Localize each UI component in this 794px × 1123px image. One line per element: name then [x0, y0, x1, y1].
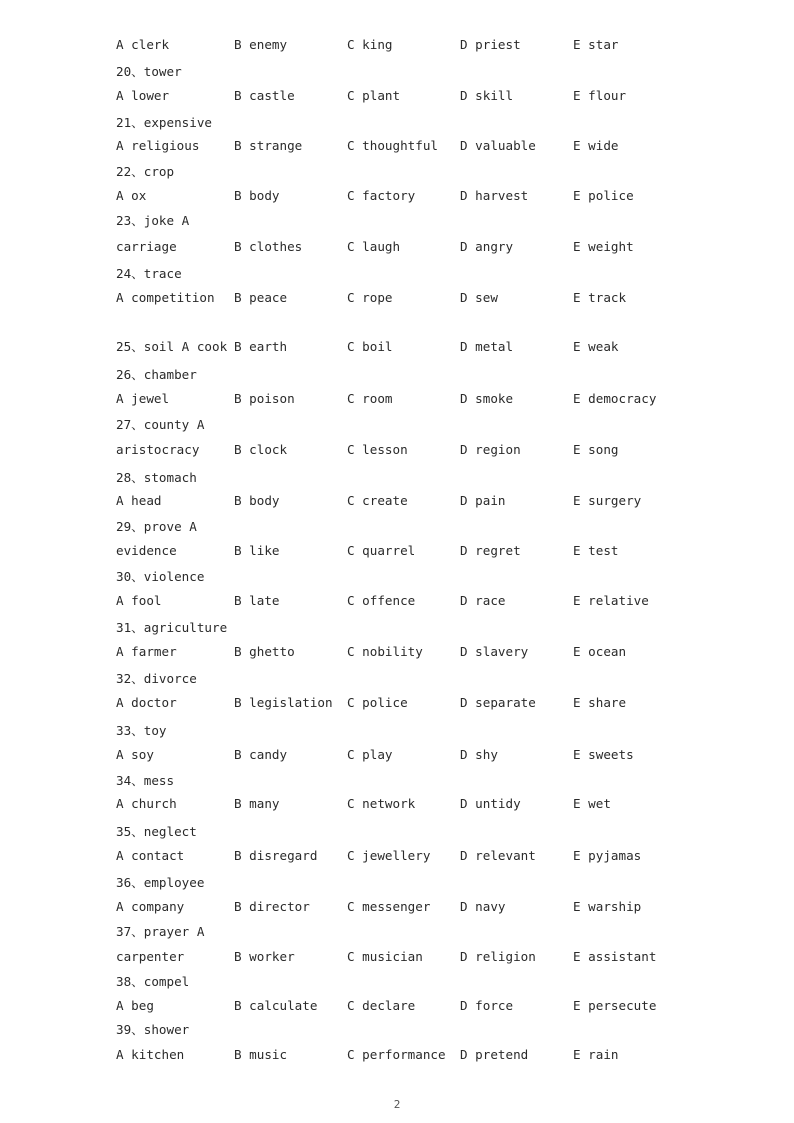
question-word: 23、joke A [116, 213, 190, 228]
answer-option: D race [460, 593, 506, 608]
answer-option: evidence [116, 543, 177, 558]
answer-option: A farmer [116, 644, 177, 659]
answer-option: B worker [234, 949, 295, 964]
answer-option: A soy [116, 747, 154, 762]
answer-option: A head [116, 493, 162, 508]
answer-option: D region [460, 442, 521, 457]
answer-option: B castle [234, 88, 295, 103]
answer-option: B music [234, 1047, 288, 1062]
answer-option: A clerk [116, 37, 170, 52]
answer-option: D valuable [460, 138, 536, 153]
answer-option: C musician [347, 949, 423, 964]
question-word: 24、trace [116, 266, 182, 281]
answer-option: E pyjamas [573, 848, 642, 863]
answer-option: D angry [460, 239, 514, 254]
answer-option: E surgery [573, 493, 642, 508]
answer-option: B director [234, 899, 310, 914]
answer-option: C offence [347, 593, 416, 608]
question-word: 27、county A [116, 417, 205, 432]
answer-option: E assistant [573, 949, 657, 964]
question-word: 29、prove A [116, 519, 197, 534]
question-word: 36、employee [116, 875, 205, 890]
answer-option: E song [573, 442, 619, 457]
answer-option: C lesson [347, 442, 408, 457]
answer-option: D priest [460, 37, 521, 52]
answer-option: A competition [116, 290, 215, 305]
answer-option: E flour [573, 88, 627, 103]
answer-option: C network [347, 796, 416, 811]
answer-option: D harvest [460, 188, 529, 203]
answer-option: A beg [116, 998, 154, 1013]
answer-option: C laugh [347, 239, 401, 254]
answer-option: E warship [573, 899, 642, 914]
answer-option: B legislation [234, 695, 333, 710]
answer-option: B clothes [234, 239, 303, 254]
answer-option: D relevant [460, 848, 536, 863]
answer-option: D force [460, 998, 514, 1013]
answer-option: C boil [347, 339, 393, 354]
answer-option: B many [234, 796, 280, 811]
answer-option: D metal [460, 339, 514, 354]
answer-option: E police [573, 188, 634, 203]
answer-option: D navy [460, 899, 506, 914]
answer-option: B like [234, 543, 280, 558]
answer-option: B enemy [234, 37, 288, 52]
answer-option: B poison [234, 391, 295, 406]
answer-option: C performance [347, 1047, 446, 1062]
answer-option: B body [234, 493, 280, 508]
answer-option: E rain [573, 1047, 619, 1062]
answer-option: E star [573, 37, 619, 52]
answer-option: C declare [347, 998, 416, 1013]
answer-option: D pretend [460, 1047, 529, 1062]
answer-option: C nobility [347, 644, 423, 659]
answer-option: E sweets [573, 747, 634, 762]
answer-option: C police [347, 695, 408, 710]
answer-option: A company [116, 899, 185, 914]
answer-option: E test [573, 543, 619, 558]
answer-option: A church [116, 796, 177, 811]
answer-option: B body [234, 188, 280, 203]
answer-option: B clock [234, 442, 288, 457]
question-word: 21、expensive [116, 115, 212, 130]
answer-option: E persecute [573, 998, 657, 1013]
answer-option: D slavery [460, 644, 529, 659]
question-word: 33、toy [116, 723, 167, 738]
answer-option: B calculate [234, 998, 318, 1013]
question-word: 22、crop [116, 164, 175, 179]
answer-option: B strange [234, 138, 303, 153]
answer-option: D skill [460, 88, 514, 103]
answer-option: A doctor [116, 695, 177, 710]
answer-option: 25、soil A cook [116, 339, 228, 354]
question-word: 30、violence [116, 569, 205, 584]
question-word: 38、compel [116, 974, 190, 989]
question-word: 32、divorce [116, 671, 197, 686]
answer-option: D untidy [460, 796, 521, 811]
answer-option: C rope [347, 290, 393, 305]
answer-option: D religion [460, 949, 536, 964]
answer-option: D pain [460, 493, 506, 508]
answer-option: A lower [116, 88, 170, 103]
answer-option: B peace [234, 290, 288, 305]
answer-option: B disregard [234, 848, 318, 863]
answer-option: C king [347, 37, 393, 52]
answer-option: E democracy [573, 391, 657, 406]
answer-option: D smoke [460, 391, 514, 406]
answer-option: E relative [573, 593, 649, 608]
answer-option: C messenger [347, 899, 431, 914]
question-word: 20、tower [116, 64, 182, 79]
answer-option: D separate [460, 695, 536, 710]
question-word: 39、shower [116, 1022, 190, 1037]
answer-option: D sew [460, 290, 498, 305]
answer-option: C quarrel [347, 543, 416, 558]
answer-option: D regret [460, 543, 521, 558]
answer-option: B earth [234, 339, 288, 354]
answer-option: E wet [573, 796, 611, 811]
answer-option: C plant [347, 88, 401, 103]
question-word: 35、neglect [116, 824, 197, 839]
answer-option: C play [347, 747, 393, 762]
question-word: 26、chamber [116, 367, 197, 382]
answer-option: A contact [116, 848, 185, 863]
answer-option: A jewel [116, 391, 170, 406]
answer-option: A kitchen [116, 1047, 185, 1062]
question-word: 28、stomach [116, 470, 197, 485]
answer-option: carpenter [116, 949, 185, 964]
answer-option: B candy [234, 747, 288, 762]
answer-option: B late [234, 593, 280, 608]
answer-option: A ox [116, 188, 147, 203]
question-word: 34、mess [116, 773, 175, 788]
answer-option: B ghetto [234, 644, 295, 659]
answer-option: aristocracy [116, 442, 200, 457]
answer-option: E ocean [573, 644, 627, 659]
answer-option: C create [347, 493, 408, 508]
answer-option: E wide [573, 138, 619, 153]
answer-option: D shy [460, 747, 498, 762]
question-word: 37、prayer A [116, 924, 205, 939]
answer-option: E weak [573, 339, 619, 354]
answer-option: A religious [116, 138, 200, 153]
question-word: 31、agriculture [116, 620, 228, 635]
answer-option: C jewellery [347, 848, 431, 863]
answer-option: C thoughtful [347, 138, 438, 153]
answer-option: E share [573, 695, 627, 710]
page-number: 2 [393, 1098, 401, 1111]
answer-option: C factory [347, 188, 416, 203]
answer-option: E track [573, 290, 627, 305]
answer-option: A fool [116, 593, 162, 608]
answer-option: E weight [573, 239, 634, 254]
answer-option: carriage [116, 239, 177, 254]
answer-option: C room [347, 391, 393, 406]
